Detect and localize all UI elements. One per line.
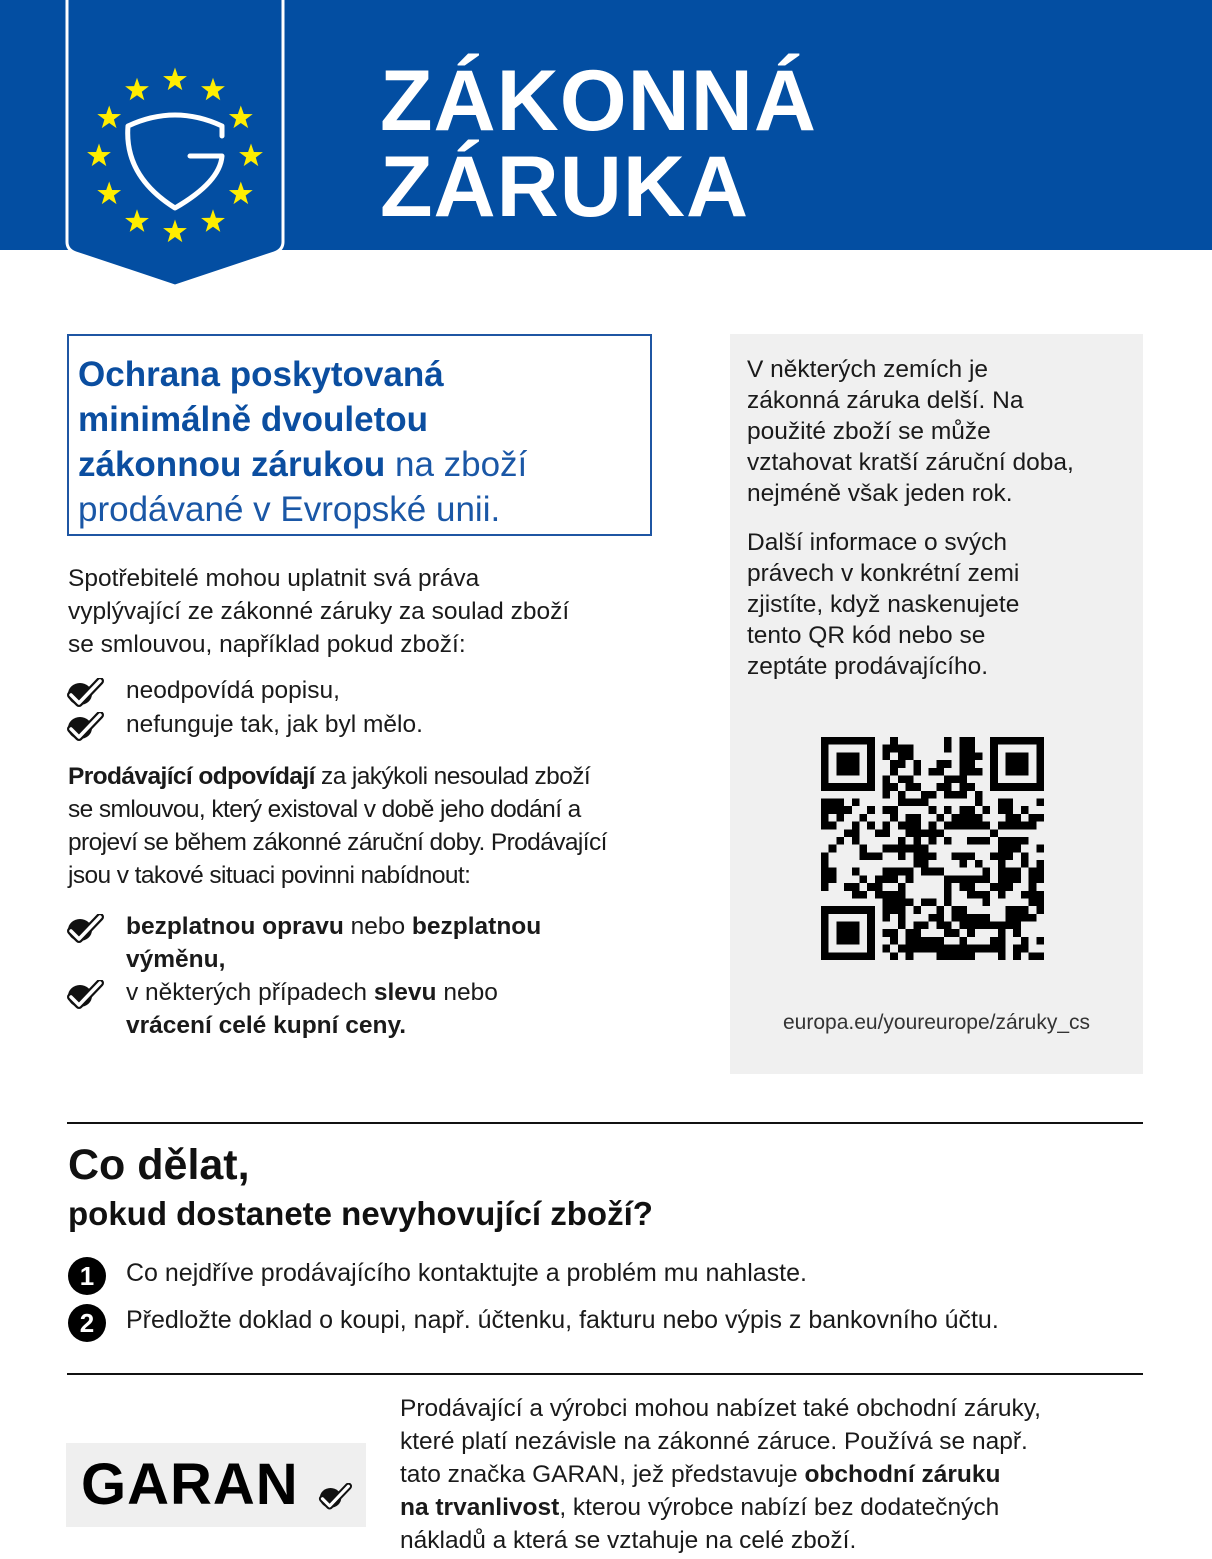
eu-guarantee-shield-icon: [64, 0, 286, 288]
step-number-badge: 2: [68, 1304, 106, 1342]
list-item-text: neodpovídá popisu,: [126, 677, 340, 704]
aside-line: vztahovat kratší záruční doba,: [747, 449, 1074, 476]
remedy-text: nebo: [436, 979, 498, 1006]
lead-bold-3: zákonnou zárukou: [78, 445, 386, 484]
rights-intro: [68, 562, 569, 661]
seller-line: se smlouvou, který existoval v době jeho dodání a: [68, 796, 581, 823]
aside-line: právech v konkrétní zemi: [747, 560, 1020, 587]
step-text: Předložte doklad o koupi, např. účtenku, fakturu nebo výpis z bankovního účtu.: [126, 1306, 999, 1334]
section-heading: Co dělat,: [68, 1141, 250, 1189]
aside-line: tento QR kód nebo se: [747, 622, 986, 649]
aside-line: zákonná záruka delší. Na: [747, 387, 1024, 414]
lead-bold-1: Ochrana poskytovaná: [78, 355, 444, 394]
conditions-list: [66, 674, 423, 742]
check-icon: [318, 1483, 352, 1511]
lead-statement-box: [67, 334, 652, 536]
seller-bold: Prodávající odpovídají: [68, 763, 315, 790]
title-line-1: ZÁKONNÁ: [380, 53, 817, 149]
check-icon: [66, 980, 104, 1010]
garan-logo-text: GARAN: [81, 1452, 299, 1517]
step-item: [68, 1297, 999, 1344]
qr-code-icon[interactable]: [815, 737, 1050, 960]
check-icon: [66, 914, 104, 944]
list-item: [66, 708, 423, 742]
garan-bold: obchodní záruku: [804, 1461, 1001, 1488]
list-item: [66, 674, 423, 708]
aside-line: Další informace o svých: [747, 529, 1008, 556]
seller-line: projeví se během zákonné záruční doby. Prodávající: [68, 829, 607, 856]
qr-modules: [821, 737, 1044, 960]
garan-line: tato značka GARAN, jež představuje: [400, 1461, 805, 1488]
check-icon: [66, 712, 104, 742]
lead-rest-3: na zboží: [385, 445, 528, 484]
section-divider: [67, 1373, 1143, 1375]
lead-bold-2: minimálně dvouletou: [78, 400, 429, 439]
list-item-text: nefunguje tak, jak byl mělo.: [126, 711, 423, 738]
remedy-text: nebo: [343, 913, 412, 940]
rights-intro-line: vyplývající ze zákonné záruky za soulad zboží: [68, 598, 570, 625]
garan-paragraph: [400, 1392, 1145, 1557]
aside-line: zeptáte prodávajícího.: [747, 653, 989, 680]
garan-logo: [66, 1443, 366, 1527]
remedy-text: v některých případech: [126, 979, 374, 1006]
section-subheading: pokud dostanete nevyhovující zboží?: [68, 1195, 653, 1232]
remedy-bold: slevu: [373, 979, 437, 1006]
aside-line: použité zboží se může: [747, 418, 991, 445]
garan-bold: na trvanlivost: [400, 1494, 560, 1521]
section-divider: [67, 1122, 1143, 1124]
list-item: [66, 910, 541, 976]
info-link[interactable]: europa.eu/youreurope/záruky_cs: [782, 1011, 1091, 1034]
check-icon: [66, 678, 104, 708]
steps-list: [68, 1250, 999, 1344]
aside-paragraph-1: [747, 354, 1074, 509]
title-line-2: ZÁRUKA: [380, 139, 750, 235]
garan-line: nákladů a která se vztahuje na celé zboží.: [400, 1527, 857, 1554]
page-title: [380, 53, 817, 235]
remedy-bold: vrácení celé kupní ceny.: [126, 1012, 407, 1039]
remedy-bold: výměnu,: [126, 946, 226, 973]
aside-line: V některých zemích je: [747, 356, 989, 383]
list-item: [66, 976, 541, 1042]
rights-intro-line: Spotřebitelé mohou uplatnit svá práva: [68, 565, 480, 592]
seller-line: za jakýkoli nesoulad zboží: [314, 763, 591, 790]
lead-line-4: prodávané v Evropské unii.: [78, 490, 501, 529]
remedies-list: [66, 910, 541, 1042]
garan-line: , kterou výrobce nabízí bez dodatečných: [559, 1494, 1000, 1521]
step-number-badge: 1: [68, 1257, 106, 1295]
info-aside: [730, 334, 1143, 1074]
rights-intro-line: se smlouvou, například pokud zboží:: [68, 631, 466, 658]
seller-line: jsou v takové situaci povinni nabídnout:: [68, 862, 471, 889]
step-item: [68, 1250, 999, 1297]
aside-line: zjistíte, když naskenujete: [747, 591, 1020, 618]
garan-line: které platí nezávisle na zákonné záruce. Používá se např.: [400, 1428, 1028, 1455]
remedy-bold: bezplatnou opravu: [126, 913, 344, 940]
step-text: Co nejdříve prodávajícího kontaktujte a problém mu nahlaste.: [126, 1259, 807, 1287]
garan-line: Prodávající a výrobci mohou nabízet také obchodní záruky,: [400, 1395, 1041, 1422]
seller-paragraph: [68, 760, 607, 892]
aside-paragraph-2: [747, 527, 1019, 682]
aside-line: nejméně však jeden rok.: [747, 480, 1013, 507]
remedy-bold: bezplatnou: [411, 913, 542, 940]
